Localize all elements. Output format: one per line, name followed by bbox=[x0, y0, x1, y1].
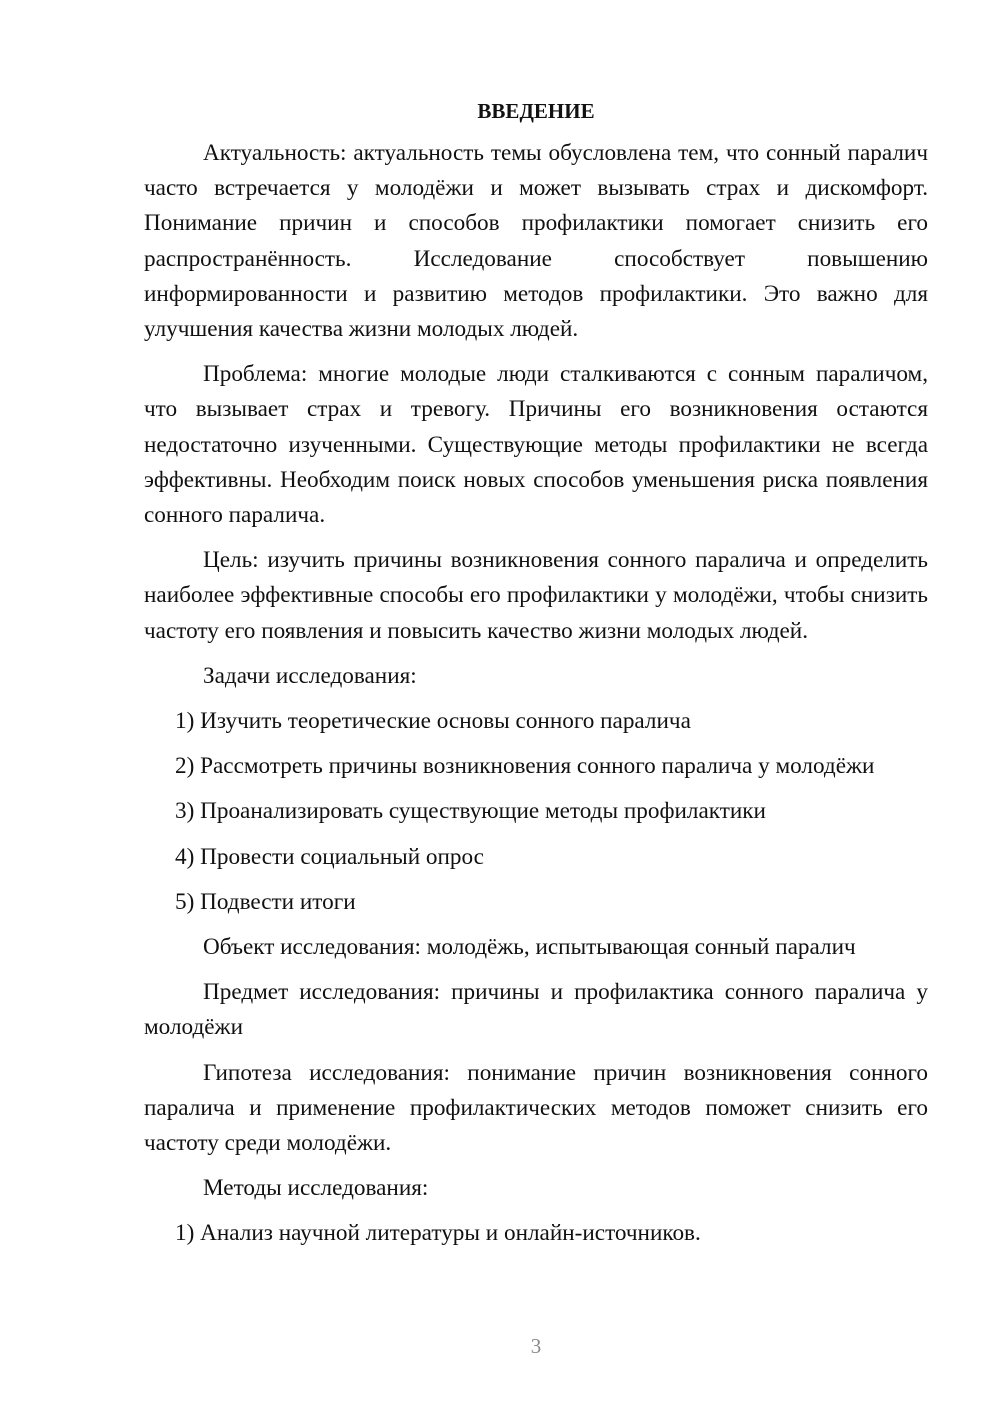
tasks-heading: Задачи исследования: bbox=[203, 662, 417, 689]
method-item: 1) Анализ научной литературы и онлайн-источников. bbox=[175, 1220, 701, 1247]
task-item: 2) Рассмотреть причины возникновения сонного паралича у молодёжи bbox=[175, 753, 875, 780]
hypothesis-paragraph: Гипотеза исследования: понимание причин возникновения сонного паралича и применение профилактических методов поможет снизить его частоту среди молодёжи. bbox=[144, 1059, 928, 1157]
subject-paragraph: Предмет исследования: причины и профилактика сонного паралича у молодёжи bbox=[144, 979, 928, 1041]
task-item: 5) Подвести итоги bbox=[175, 888, 356, 915]
section-title: ВВЕДЕНИЕ bbox=[477, 99, 595, 123]
object-line: Объект исследования: молодёжь, испытывающая сонный паралич bbox=[203, 934, 856, 961]
task-item: 3) Проанализировать существующие методы профилактики bbox=[175, 798, 766, 825]
methods-heading: Методы исследования: bbox=[203, 1175, 429, 1202]
document-page bbox=[144, 96, 928, 1262]
task-item: 1) Изучить теоретические основы сонного паралича bbox=[175, 708, 691, 735]
problem-paragraph: Проблема: многие молодые люди сталкиваются с сонным параличом, что вызывает страх и тревогу. Причины его возникновения остаются недостаточно изученными. Существующие методы профилактики не всегда эффективны. Необходим поиск новых способов уменьшения риска появления сонного паралича. bbox=[144, 361, 928, 529]
task-item: 4) Провести социальный опрос bbox=[175, 843, 484, 870]
page-number: 3 bbox=[530, 1334, 542, 1358]
goal-paragraph: Цель: изучить причины возникновения сонного паралича и определить наиболее эффективные способы его профилактики у молодёжи, чтобы снизить частоту его появления и повысить качество жизни молодых людей. bbox=[144, 547, 928, 644]
relevance-paragraph: Актуальность: актуальность темы обусловлена тем, что сонный паралич часто встречается у молодёжи и может вызывать страх и дискомфорт. Понимание причин и способов профилактики помогает снизить его распространённость. Исследование способствует повышению информированности и развитию методов профилактики. Это важно для улучшения качества жизни молодых людей. bbox=[144, 140, 928, 343]
